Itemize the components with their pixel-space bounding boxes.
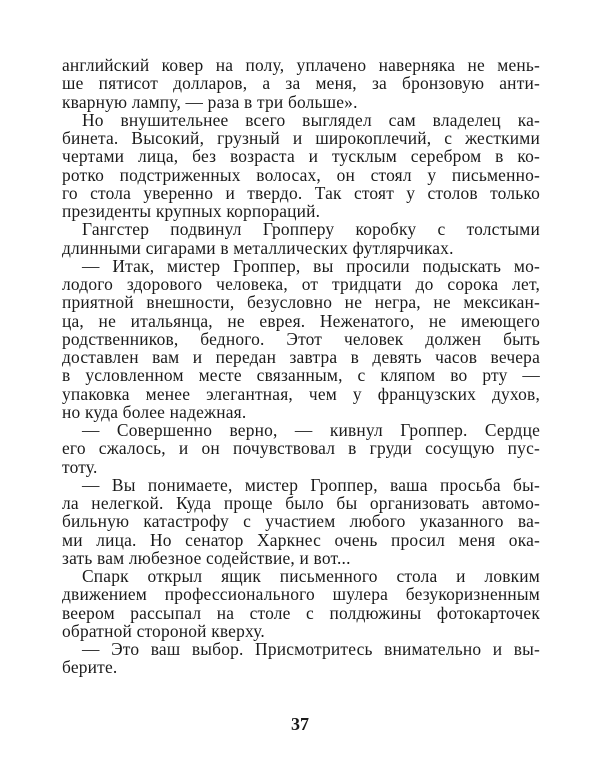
paragraph xyxy=(62,220,540,257)
text-line: чертами лица, без возраста и тусклым серебром в ко- xyxy=(62,146,540,167)
paragraph xyxy=(62,476,540,567)
text-line: веером рассыпал на столе с полдюжины фотокарточек xyxy=(62,602,540,623)
text-line: го стола уверенно и твердо. Так стоят у столов только xyxy=(62,182,540,203)
text-line: тоту. xyxy=(62,456,98,477)
text-line: бинета. Высокий, грузный и широкоплечий, с жесткими xyxy=(62,128,540,148)
text-line: упаковка менее элегантная, чем у французских духов, xyxy=(62,383,540,404)
text-line: английский ковер на полу, уплачено наверняка не мень- xyxy=(62,55,540,75)
text-line: — Вы понимаете, мистер Гроппер, ваша просьба бы- xyxy=(82,474,540,495)
text-line: движением профессионального шулера безукоризненным xyxy=(62,584,540,605)
text-line: доставлен вам и передан завтра в девять часов вечера xyxy=(62,347,540,367)
text-line: его сжалось, и он почувствовал в груди сосущую пус- xyxy=(62,438,540,459)
text-line: кварную лампу, — раза в три больше». xyxy=(62,91,358,112)
text-line: президенты крупных корпораций. xyxy=(62,201,321,221)
paragraph xyxy=(62,567,540,640)
text-line: ротко подстриженных волосах, он стоял у письменно- xyxy=(62,164,540,185)
text-line: приятной внешности, безусловно не негра, не мексикан- xyxy=(62,292,540,313)
text-line: длинными сигарами в металлических футлярчиках. xyxy=(62,237,454,258)
paragraph xyxy=(62,111,540,221)
text-line: лодого здорового человека, от тридцати до сорока лет, xyxy=(62,274,540,294)
text-line: ше пятисот долларов, а за меня, за бронзовую анти- xyxy=(62,73,540,94)
text-line: Гангстер подвинул Гропперу коробку с толстыми xyxy=(82,219,540,240)
text-line: обратной стороной кверху. xyxy=(62,620,265,641)
text-line: родственников, бедного. Этот человек должен быть xyxy=(62,328,540,349)
text-line: — Итак, мистер Гроппер, вы просили подыскать мо- xyxy=(82,255,540,276)
text-line: но куда более надежная. xyxy=(62,401,247,422)
page-body xyxy=(62,56,540,677)
text-line: — Совершенно верно, — кивнул Гроппер. Сердце xyxy=(82,420,540,440)
text-line: — Это ваш выбор. Присмотритесь внимательно и вы- xyxy=(82,639,540,659)
text-line: в условленном месте связанным, с кляпом во рту — xyxy=(62,365,540,386)
text-line: Спарк открыл ящик письменного стола и ловким xyxy=(82,566,540,586)
paragraph xyxy=(62,640,540,677)
text-line: ца, не итальянца, не еврея. Неженатого, не имеющего xyxy=(62,310,540,331)
text-line: зать вам любезное содействие, и вот... xyxy=(62,547,351,568)
text-line: Но внушительнее всего выглядел сам владелец ка- xyxy=(82,109,540,130)
text-line: ми лица. Но сенатор Харкнес очень просил меня ока- xyxy=(62,529,540,550)
text-line: бильную катастрофу с участием любого указанного ва- xyxy=(62,511,540,532)
text-line: ла нелегкой. Куда проще было бы организовать автомо- xyxy=(62,493,540,513)
paragraph xyxy=(62,56,540,111)
text-line: берите. xyxy=(62,657,118,678)
paragraph xyxy=(62,257,540,421)
paragraph xyxy=(62,421,540,476)
page-number: 37 xyxy=(291,714,309,734)
